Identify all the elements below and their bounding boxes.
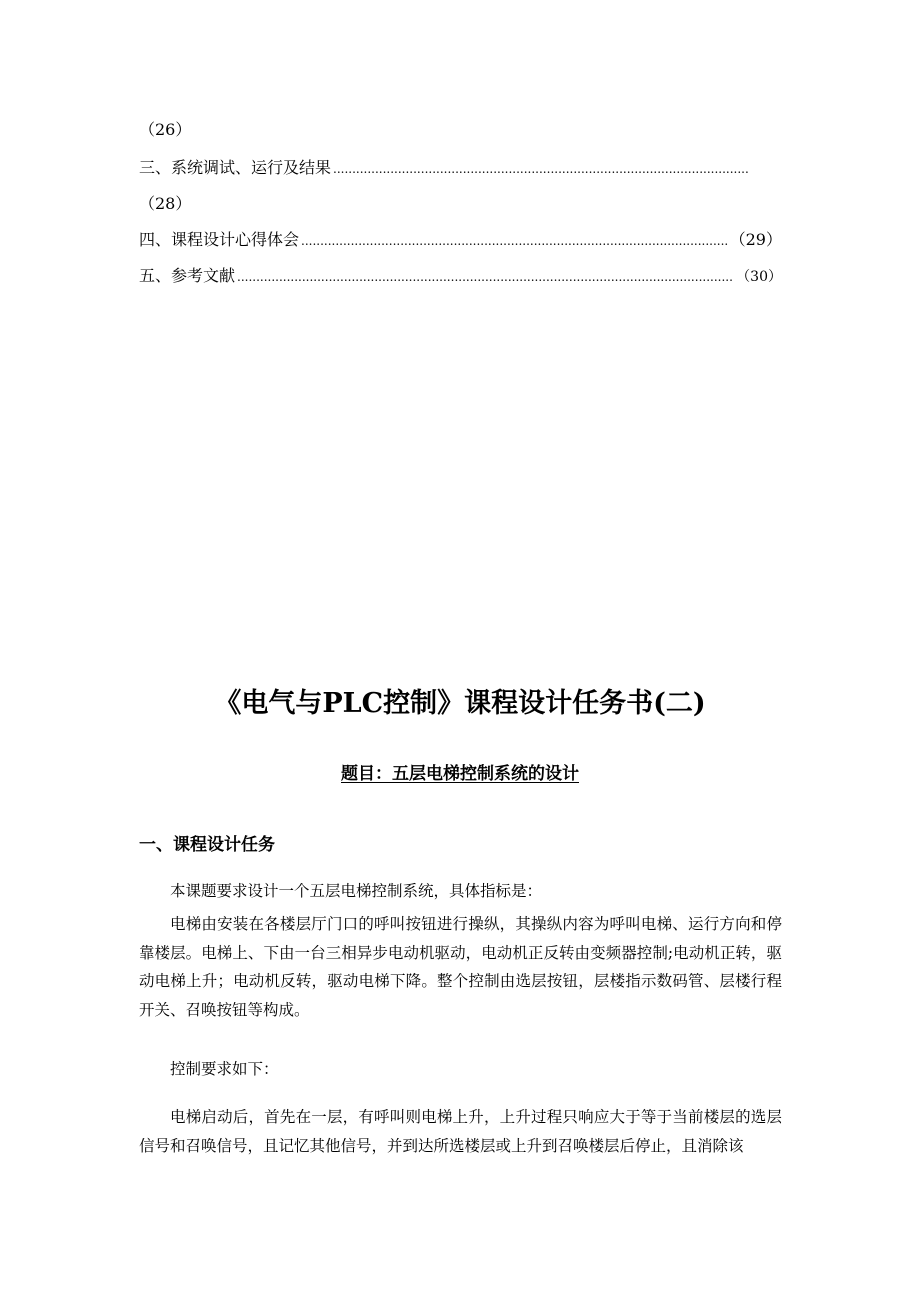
toc-entry-label: 三、系统调试、运行及结果 xyxy=(139,158,332,177)
toc-page-continuation-28: （28） xyxy=(139,194,192,213)
toc-entry-label: 五、参考文献 xyxy=(139,266,236,285)
toc-entry-references[interactable] xyxy=(139,266,782,287)
toc-leader-dots xyxy=(301,231,728,251)
toc-leader-dots xyxy=(237,267,734,287)
paragraph-intro: 本课题要求设计一个五层电梯控制系统，具体指标是： xyxy=(170,882,543,900)
document-title: 《电气与PLC控制》课程设计任务书(二) xyxy=(214,688,706,719)
toc-entry-system-debugging[interactable] xyxy=(139,158,751,179)
subtitle-text: 题目：五层电梯控制系统的设计 xyxy=(341,764,579,784)
paragraph-elevator-operation: 电梯由安装在各楼层厅门口的呼叫按钮进行操纵，其操纵内容为呼叫电梯、运行方向和停靠楼层。电梯上、下由一台三相异步电动机驱动，电动机正反转由变频器控制;电动机正转，驱动电梯上升；电动机反转，驱动电梯下降。整个控制由选层按钮，层楼指示数码管、层楼行程开关、召唤按钮等构成。 xyxy=(139,915,782,1019)
paragraph-startup-behavior: 电梯启动后，首先在一层，有呼叫则电梯上升，上升过程只响应大于等于当前楼层的选层信号和召唤信号，且记忆其他信号，并到达所选楼层或上升到召唤楼层后停止，且消除该 xyxy=(139,1108,782,1155)
toc-page-number: （29） xyxy=(729,230,782,249)
toc-page-continuation-26: （26） xyxy=(139,120,192,139)
section-heading-tasks: 一、课程设计任务 xyxy=(139,835,275,855)
toc-entry-label: 四、课程设计心得体会 xyxy=(139,230,300,249)
document-subtitle xyxy=(0,762,920,786)
toc-entry-experience[interactable] xyxy=(139,230,782,251)
toc-leader-dots xyxy=(333,159,749,179)
paragraph-control-requirements: 控制要求如下： xyxy=(170,1060,279,1078)
toc-page-number: （30） xyxy=(736,269,782,285)
